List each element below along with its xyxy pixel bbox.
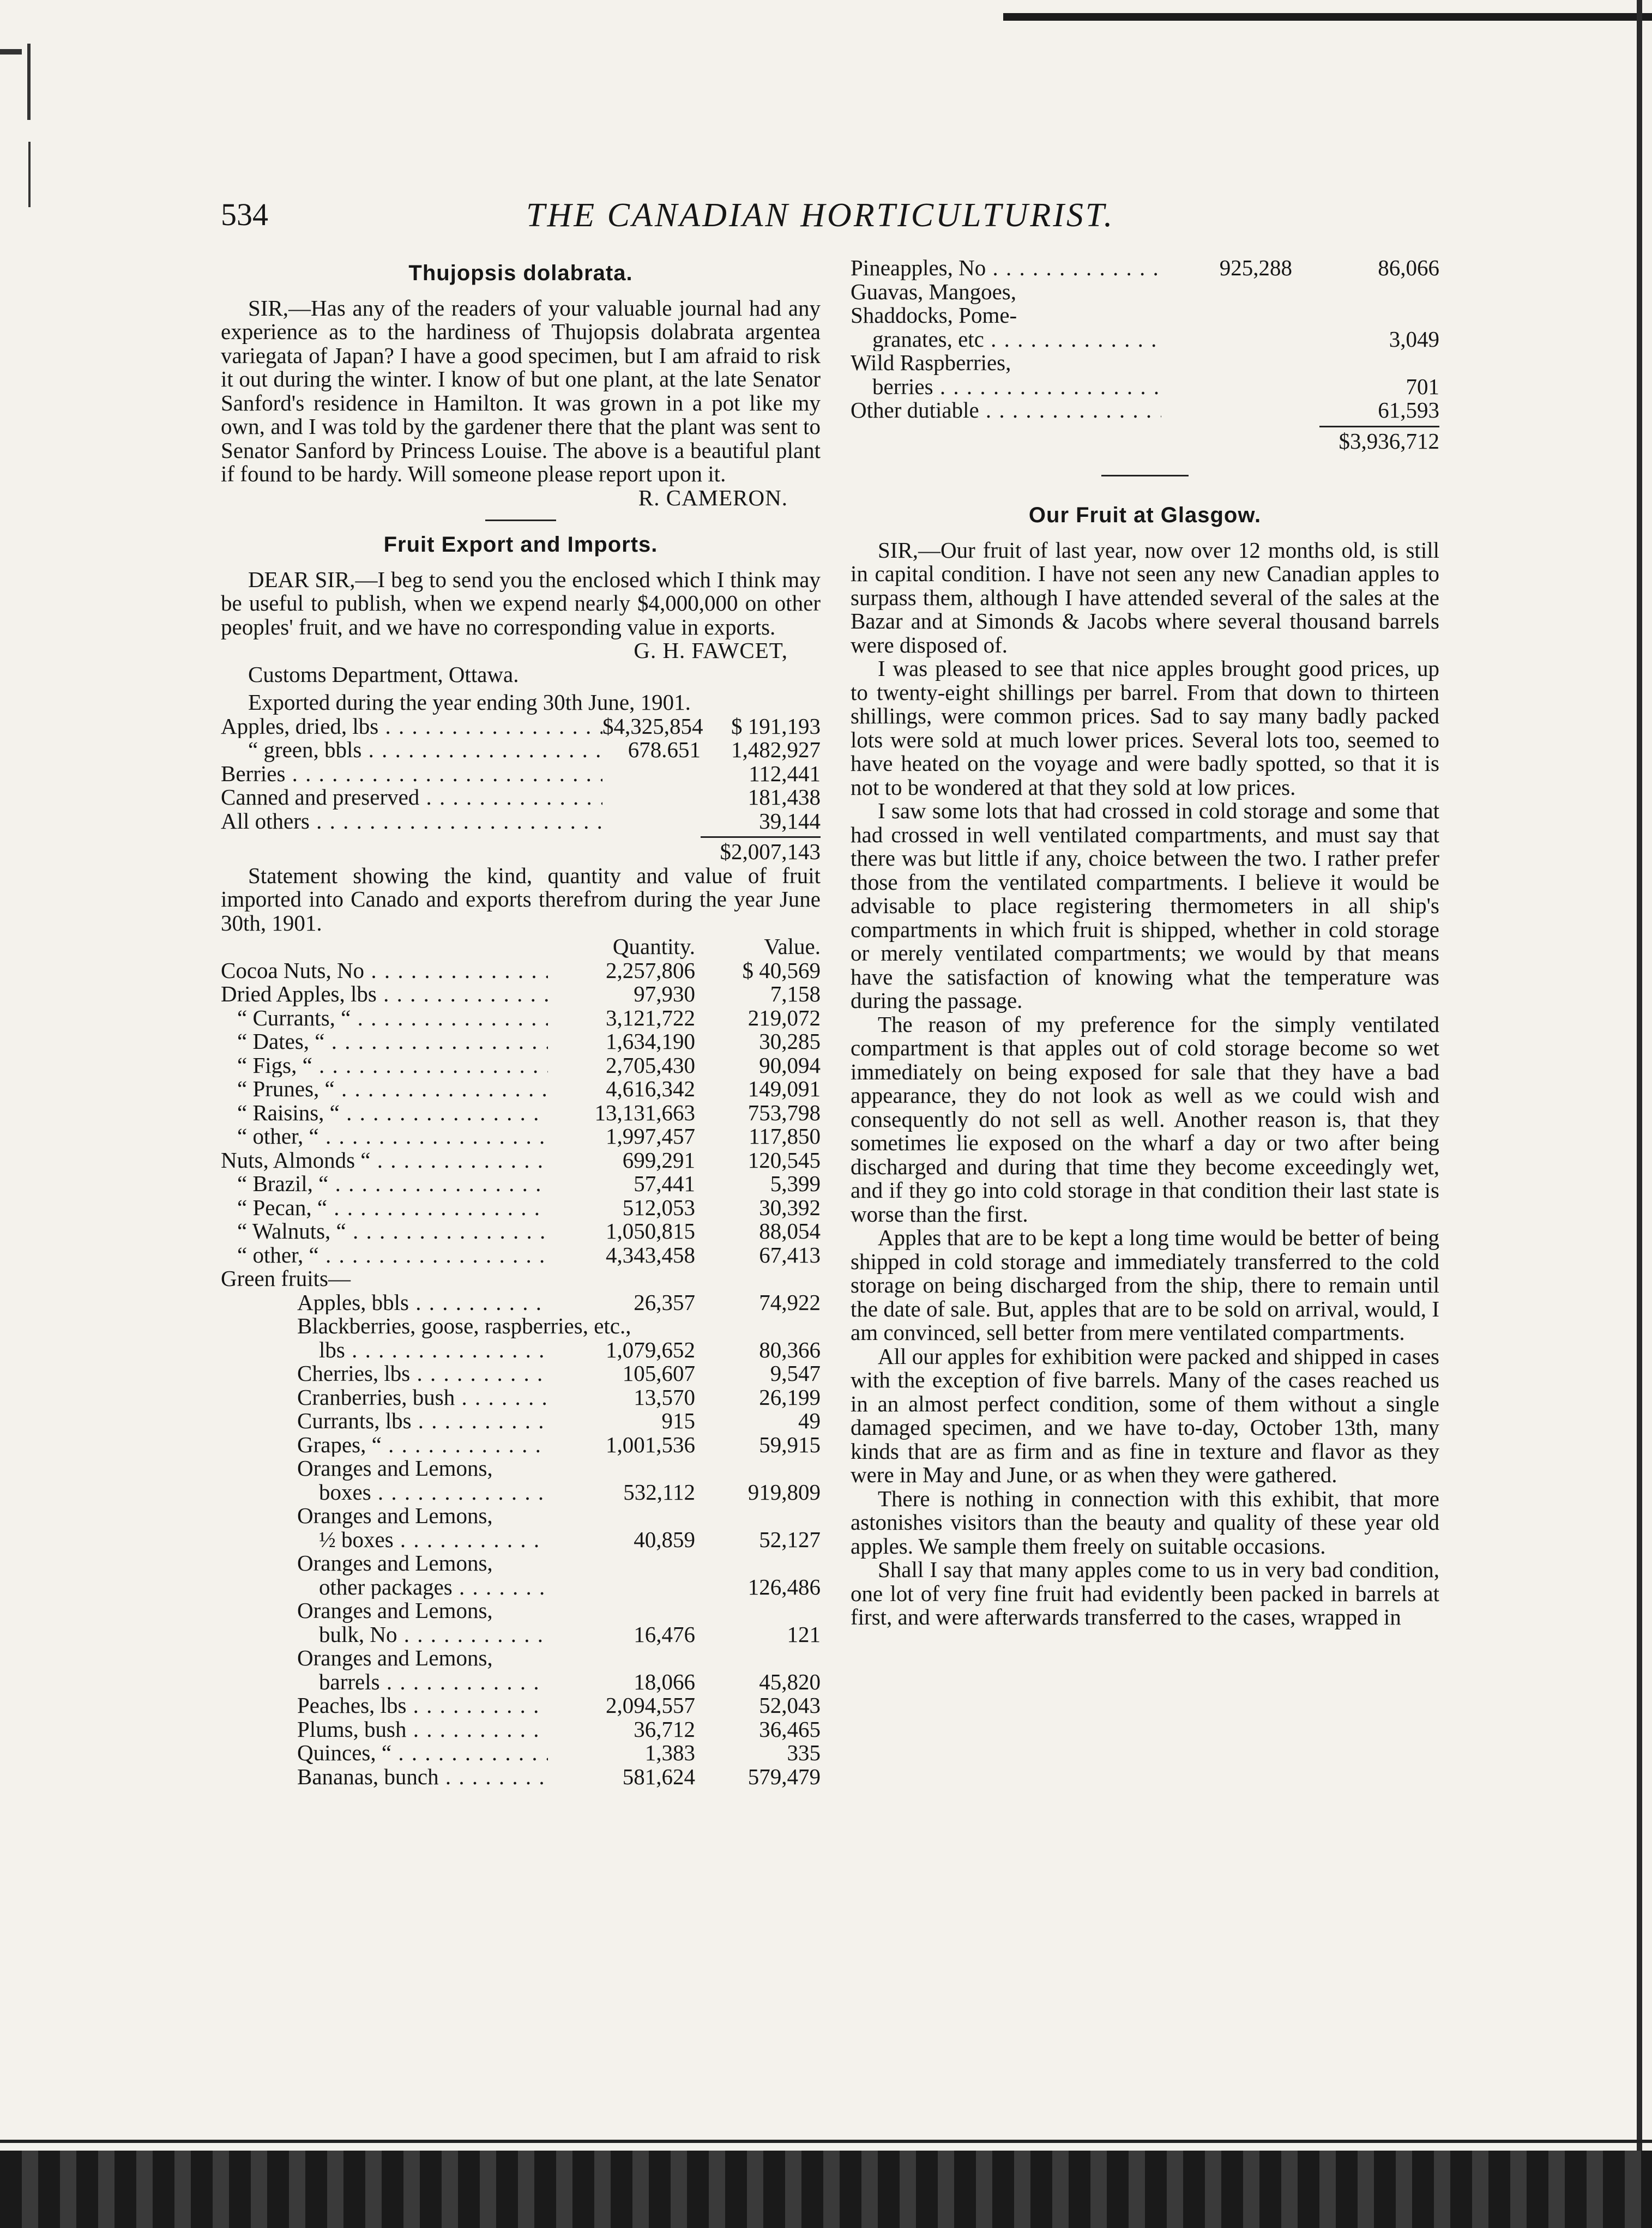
table-row: “ Dates, “ . . . 1,634,190 30,285 xyxy=(221,1030,821,1054)
table-row: Currants, lbs . . . 915 49 xyxy=(221,1409,821,1433)
table-row: Bananas, bunch . . . 581,624 579,479 xyxy=(221,1765,821,1789)
table-row: boxes . . . 532,112 919,809 xyxy=(221,1481,821,1505)
sum-rule xyxy=(1319,426,1439,427)
journal-title: THE CANADIAN HORTICULTURIST. xyxy=(526,197,1115,234)
table-row: ½ boxes . . . 40,859 52,127 xyxy=(221,1528,821,1552)
imports-table-continued xyxy=(851,256,1439,453)
table-row-prefix: Oranges and Lemons, xyxy=(297,1645,493,1670)
table-row: “ other, “ . . . 1,997,457 117,850 xyxy=(221,1125,821,1149)
table-row: other packages . . . 126,486 xyxy=(221,1575,821,1599)
table-row: granates, etc . . . 3,049 xyxy=(851,328,1439,352)
table-row-prefix: Wild Raspberries, xyxy=(851,350,1011,375)
table-row: berries . . . 701 xyxy=(851,375,1439,399)
imports-total: $3,936,712 xyxy=(1339,428,1439,454)
table-row: Canned and preserved . . . 181,438 xyxy=(221,786,821,810)
table-row-prefix: Oranges and Lemons, xyxy=(297,1456,493,1481)
scan-edge-right xyxy=(1637,0,1642,2228)
thujopsis-signature: R. CAMERON. xyxy=(638,485,788,510)
table-row: bulk, No . . . 16,476 121 xyxy=(221,1623,821,1647)
table-row: Apples, bbls . . . 26,357 74,922 xyxy=(221,1291,821,1315)
table-row: “ Prunes, “ . . . 4,616,342 149,091 xyxy=(221,1077,821,1101)
table-row: barrels . . . 18,066 45,820 xyxy=(221,1670,821,1694)
left-column xyxy=(221,256,821,1789)
scan-edge-bottom-rule xyxy=(0,2140,1652,2143)
table-row: Pineapples, No . . . 925,288 86,066 xyxy=(851,256,1439,280)
section-divider xyxy=(485,520,556,521)
glasgow-paragraph: The reason of my preference for the simply ventilated compartment is that apples out of cold storage become so wet immediately on being exposed for sale that they have a bad appearance, they do not look as well as we could wish and consequently do not sell as well. Another reason is, that they sometimes lie exposed on the wharf a day or two after being discharged and during that time they become exceedingly wet, and if they go into cold storage in that condition their last state is worse than the first. xyxy=(851,1011,1439,1227)
table-row-prefix: Oranges and Lemons, xyxy=(297,1598,493,1623)
imports-table-header xyxy=(221,935,821,959)
col-quantity: Quantity. xyxy=(612,934,695,959)
table-row: “ other, “ . . . 4,343,458 67,413 xyxy=(221,1243,821,1267)
exported-heading: Exported during the year ending 30th June, 1901. xyxy=(248,690,691,715)
section-divider xyxy=(1101,475,1189,476)
table-row: “ Figs, “ . . . 2,705,430 90,094 xyxy=(221,1054,821,1078)
glasgow-paragraph: Shall I say that many apples come to us in very bad condition, one lot of very fine fruit had evidently been packed in barrels at first, and were afterwards transferred to the cases, wrapped in xyxy=(851,1557,1439,1629)
table-row: Cranberries, bush . . . 13,570 26,199 xyxy=(221,1386,821,1410)
fruit-export-signature: G. H. FAWCET, xyxy=(634,638,788,663)
glasgow-paragraph: There is nothing in connection with this exhibit, that more astonishes visitors than the beauty and quality of these year old apples. We sample them freely on suitable occasions. xyxy=(851,1486,1439,1559)
statement-text: Statement showing the kind, quantity and value of fruit imported into Canado and exports therefrom during the year June 30th, 1901. xyxy=(221,862,821,935)
imports-table xyxy=(221,935,821,1789)
exports-table xyxy=(221,715,821,864)
page-number: 534 xyxy=(221,197,268,232)
glasgow-paragraph: I saw some lots that had crossed in cold storage and some that had crossed in well ventilated compartments, and must say that there was but little if any, choice between the two. I rather prefer those from the ventilated compartments. I believe it would be advisable to place registering thermometers in all ship's compartments in which fruit is shipped, whether in cold storage or merely ventilated compartments; we would by that means have the satisfaction of knowing what the temperature was during the passage. xyxy=(851,798,1439,1013)
table-row: “ green, bbls . . . 678.651 1,482,927 xyxy=(221,738,821,762)
table-row: “ Raisins, “ . . . 13,131,663 753,798 xyxy=(221,1101,821,1125)
table-row: Quinces, “ . . . 1,383 335 xyxy=(221,1741,821,1765)
table-row: Dried Apples, lbs . . . 97,930 7,158 xyxy=(221,982,821,1006)
fruit-export-body: DEAR SIR,—I beg to send you the enclosed which I think may be useful to publish, when we expend nearly $4,000,000 on other peoples' fruit, and we have no corresponding value in exports. xyxy=(221,566,821,639)
table-row: “ Currants, “ . . . 3,121,722 219,072 xyxy=(221,1006,821,1030)
article-title-fruit-export: Fruit Export and Imports. xyxy=(383,533,658,557)
article-title-thujopsis: Thujopsis dolabrata. xyxy=(408,261,633,285)
table-row: “ Brazil, “ . . . 57,441 5,399 xyxy=(221,1172,821,1196)
table-row: Nuts, Almonds “ . . . 699,291 120,545 xyxy=(221,1149,821,1173)
table-row: Grapes, “ . . . 1,001,536 59,915 xyxy=(221,1433,821,1457)
table-row-prefix: Blackberries, goose, raspberries, etc., xyxy=(297,1313,631,1338)
glasgow-paragraph: Apples that are to be kept a long time would be better of being shipped in cold storage and immediately transferred to the cold storage on being discharged from the ship, there to remain until the date of sale. But, apples that are to be sold on arrival, would, I am convinced, sell better from mere ventilated compartments. xyxy=(851,1225,1439,1345)
glasgow-paragraph: I was pleased to see that nice apples brought good prices, up to twenty-eight shillings per barrel. From that down to thirteen shillings, were common prices. Sad to say many badly packed lots were sold at much lower prices. Several lots too, seemed to have heated on the voyage and were badly spotted, so that it is not to be wondered at that they sold at low prices. xyxy=(851,656,1439,800)
table-row-prefix: Oranges and Lemons, xyxy=(297,1503,493,1528)
glasgow-paragraph: All our apples for exhibition were packed and shipped in cases with the exception of five barrels. Many of the cases reached us in an almost perfect condition, some of them without a single damaged specimen, and we have to-day, October 13th, many kinds that are as firm and as fine in texture and flavor as they were in May and June, or as when they were gathered. xyxy=(851,1343,1439,1487)
table-row: Apples, dried, lbs . . . $4,325,854 $ 191,193 xyxy=(221,715,821,739)
thujopsis-body: SIR,—Has any of the readers of your valuable journal had any experience as to the hardiness of Thujopsis dolabrata argentea variegata of Japan? I have a good specimen, but I am afraid to risk it out during the winter. I know of but one plant, at the late Senator Sanford's residence in Hamilton. It was grown in a pot like my own, and I was told by the gardener there that the plant was sent to Senator Sanford by Princess Louise. The above is a beautiful plant if found to be hardy. Will someone please report upon it. xyxy=(221,295,821,486)
green-fruits-label: Green fruits— xyxy=(221,1266,351,1291)
table-row: Cherries, lbs . . . 105,607 9,547 xyxy=(221,1362,821,1386)
right-column xyxy=(851,256,1439,1629)
sum-rule xyxy=(701,836,821,838)
table-row: All others . . . 39,144 xyxy=(221,810,821,834)
glasgow-paragraph: SIR,—Our fruit of last year, now over 12 months old, is still in capital condition. I have not seen any new Canadian apples to surpass them, although I have attended several of the sales at the Bazar and at Simonds & Jacobs where several thousand barrels were disposed of. xyxy=(851,537,1439,657)
table-row: Berries . . . 112,441 xyxy=(221,762,821,786)
customs-department: Customs Department, Ottawa. xyxy=(248,661,519,687)
scan-marks-left xyxy=(0,44,33,207)
table-row: Peaches, lbs . . . 2,094,557 52,043 xyxy=(221,1694,821,1718)
table-row: Plums, bush . . . 36,712 36,465 xyxy=(221,1718,821,1742)
scan-edge-bottom xyxy=(0,2151,1652,2228)
table-row: “ Pecan, “ . . . 512,053 30,392 xyxy=(221,1196,821,1220)
table-row-prefix: Oranges and Lemons, xyxy=(297,1550,493,1575)
scan-edge-top xyxy=(1003,13,1652,21)
table-row-prefix: Guavas, Mangoes, Shaddocks, Pome- xyxy=(851,279,1017,328)
table-row: lbs . . . 1,079,652 80,366 xyxy=(221,1338,821,1362)
table-row: “ Walnuts, “ . . . 1,050,815 88,054 xyxy=(221,1219,821,1243)
col-value: Value. xyxy=(764,934,821,959)
running-head xyxy=(221,196,1448,240)
table-row: Other dutiable . . . 61,593 xyxy=(851,398,1439,422)
exports-total: $2,007,143 xyxy=(720,839,821,864)
article-title-glasgow: Our Fruit at Glasgow. xyxy=(1028,503,1262,527)
table-row: Cocoa Nuts, No . . . 2,257,806 $ 40,569 xyxy=(221,959,821,983)
